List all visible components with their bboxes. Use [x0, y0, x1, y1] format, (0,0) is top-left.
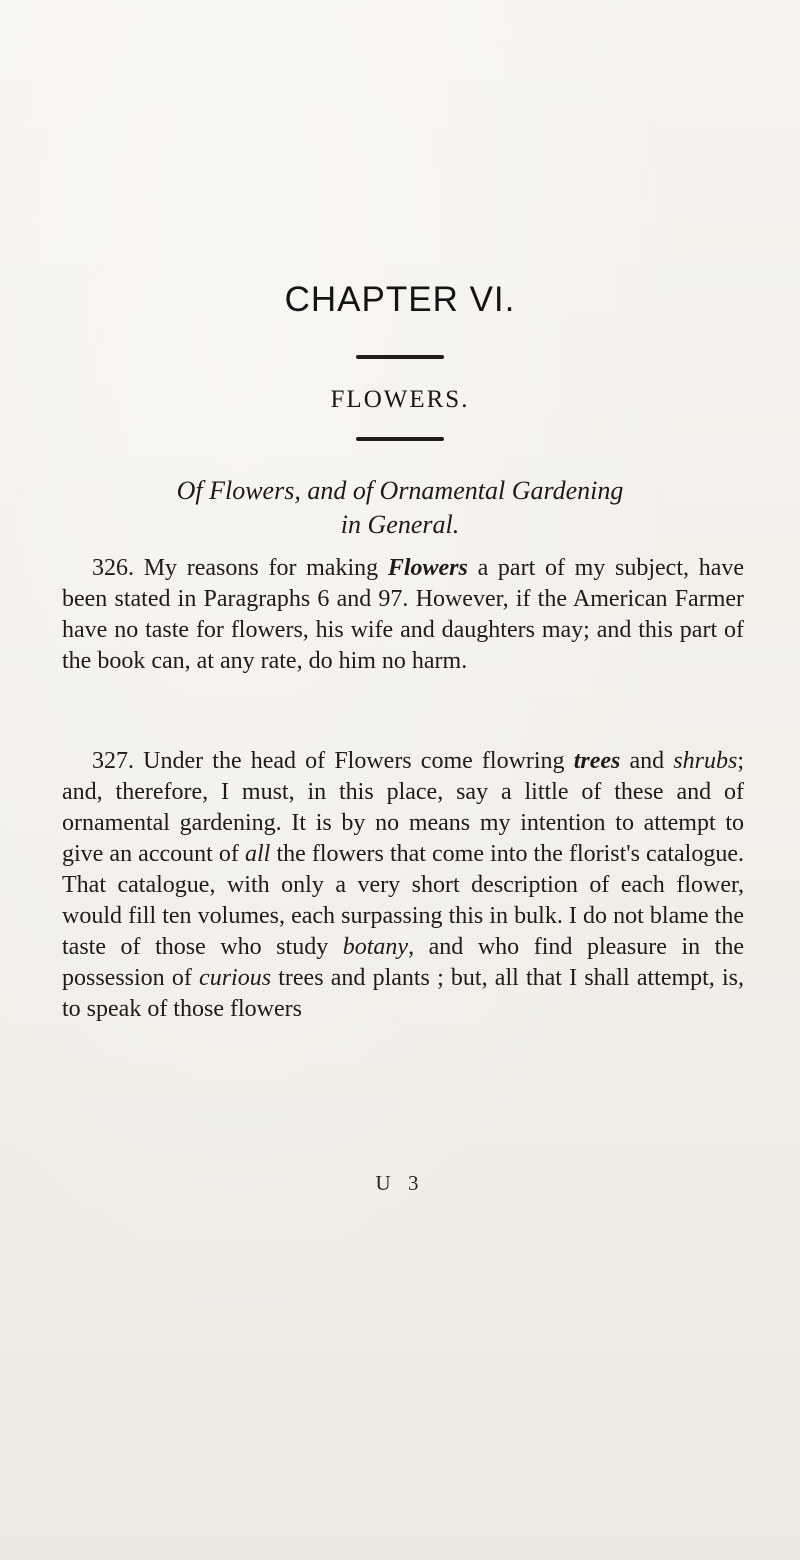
subtitle-line-1: Of Flowers, and of Ornamental Gardening: [176, 476, 624, 505]
paragraph-text: a part of my subject, have been stated in Paragraphs 6 and 97. However, if the American Farmer have no taste for flowers, his wife and daughters may; and this part of the book can, at any rate, do him no harm.: [62, 555, 745, 674]
top-divider: [356, 355, 444, 359]
bottom-divider: [356, 437, 444, 441]
paragraph-text: trees and plants ; but, all that I shall attempt, is, to speak of those flowers: [62, 965, 744, 1022]
paragraph-text: My reasons for making: [143, 555, 388, 581]
paragraph-text: , and who find pleasure in the possession of: [62, 934, 744, 991]
section-subtitle: [60, 474, 740, 542]
emphasis-shrubs: shrubs: [673, 748, 738, 774]
paragraph-text: the flowers that come into the florist's catalogue. That catalogue, with only a very short description of each flower, would fill ten volumes, each surpassing this in bulk. I do not blame the taste of those who study: [62, 841, 744, 960]
emphasis-curious: curious: [199, 965, 272, 991]
signature-mark: U 3: [375, 1171, 425, 1195]
emphasis-trees: trees: [573, 748, 621, 774]
paragraph-326: [62, 553, 744, 677]
paragraph-327: [62, 746, 744, 1025]
paragraph-text: Under the head of Flowers come flowring: [143, 748, 574, 774]
emphasis-flowers: Flowers: [387, 555, 468, 581]
emphasis-botany: botany: [342, 934, 409, 960]
section-title: FLOWERS.: [330, 386, 470, 413]
paragraph-text: ; and, therefore, I must, in this place, say a little of these and of ornamental gardening. It is by no means my intention to attempt to give an account of: [62, 748, 744, 867]
subtitle-line-2: in General.: [340, 510, 460, 539]
emphasis-all: all: [245, 841, 271, 867]
chapter-title: CHAPTER VI.: [284, 280, 516, 319]
paragraph-text: and: [620, 748, 674, 774]
paragraph-number: 326.: [92, 555, 134, 581]
paragraph-number: 327.: [92, 748, 134, 774]
